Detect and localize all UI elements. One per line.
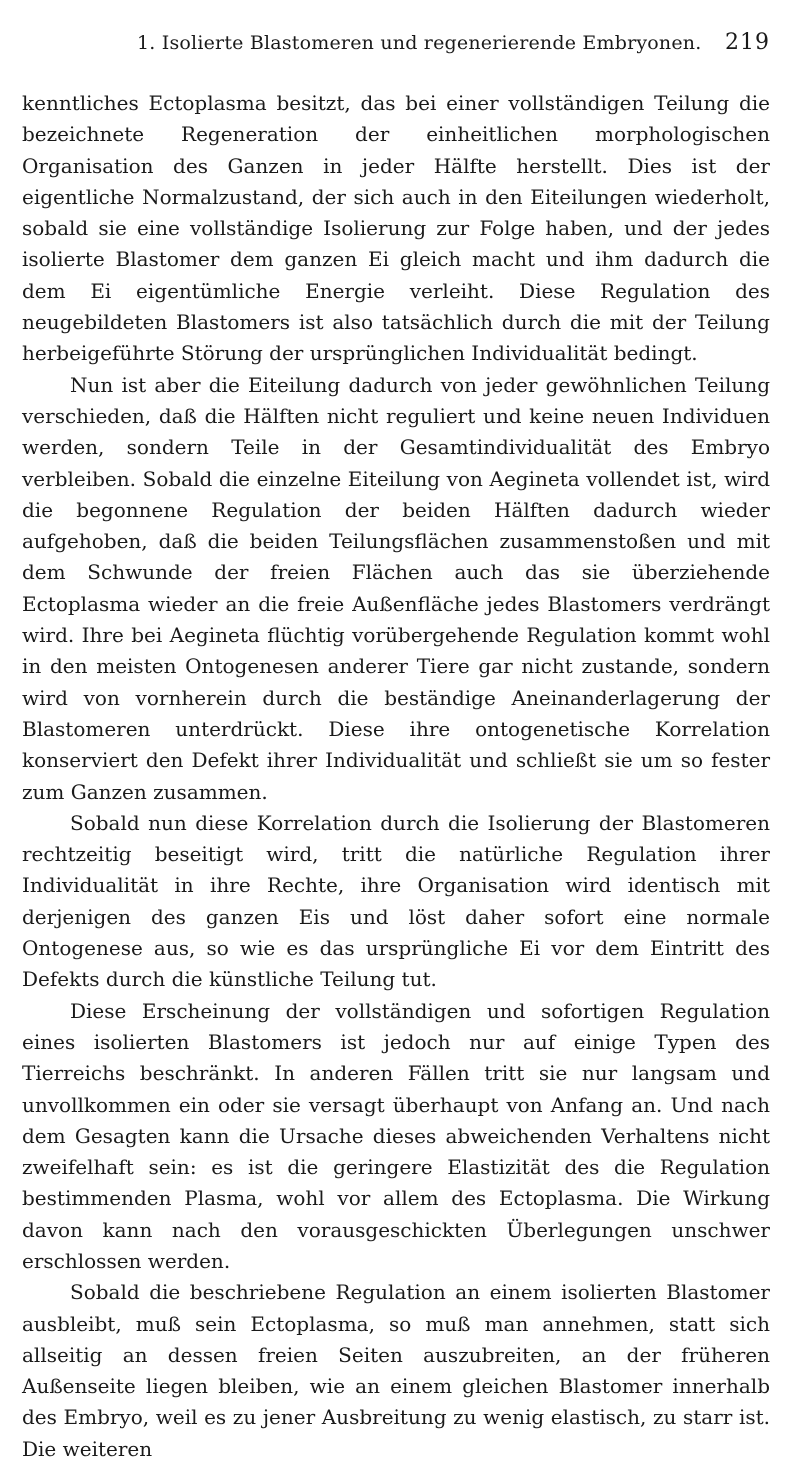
paragraph: Sobald die beschriebene Regulation an einem isolierten Blastomer ausbleibt, muß sein Ectoplasma, so muß man annehmen, statt sich allseitig an dessen freien Seiten auszubreiten, an der früheren Außenseite liegen bleiben, wie an einem gleichen Blastomer innerhalb des Embryo, weil es zu jener Ausbreitung zu wenig elastisch, zu starr ist. Die weiteren [22, 1280, 770, 1461]
paragraph: kenntliches Ectoplasma besitzt, das bei einer vollständigen Teilung die bezeichnete Regeneration der einheitlichen morphologischen Organisation des Ganzen in jeder Hälfte herstellt. Dies ist der eigentliche Normalzustand, der sich auch in den Eiteilungen wiederholt, sobald sie eine vollständige Isolierung zur Folge haben, und der jedes isolierte Blastomer dem ganzen Ei gleich macht und ihm dadurch die dem Ei eigentümliche Energie verleiht. Diese Regulation des neugebildeten Blastomers ist also tatsächlich durch die mit der Teilung herbeigeführte Störung der ursprünglichen Individualität bedingt. [22, 91, 770, 366]
running-head [22, 24, 770, 66]
page-number: 219 [725, 30, 770, 55]
paragraph: Diese Erscheinung der vollständigen und sofortigen Regulation eines isolierten Blastomers ist jedoch nur auf einige Typen des Tierreichs beschränkt. In anderen Fällen tritt sie nur langsam und unvollkommen ein oder sie versagt überhaupt von Anfang an. Und nach dem Gesagten kann die Ursache dieses abweichenden Verhaltens nicht zweifelhaft sein: es ist die geringere Elastizität des die Regulation bestimmenden Plasma, wohl vor allem des Ectoplasma. Die Wirkung davon kann nach den vorausgeschickten Überlegungen unschwer erschlossen werden. [22, 998, 770, 1273]
paragraph: Nun ist aber die Eiteilung dadurch von jeder gewöhnlichen Teilung verschieden, daß die Hälften nicht reguliert und keine neuen Individuen werden, sondern Teile in der Gesamtindividualität des Embryo verbleiben. Sobald die einzelne Eiteilung von Aegineta vollendet ist, wird die begonnene Regulation der beiden Hälften dadurch wieder aufgehoben, daß die beiden Teilungsflächen zusammenstoßen und mit dem Schwunde der freien Flächen auch das sie überziehende Ectoplasma wieder an die freie Außenfläche jedes Blastomers verdrängt wird. Ihre bei Aegineta flüchtig vorübergehende Regulation kommt wohl in den meisten Ontogenesen anderer Tiere gar nicht zustande, sondern wird von vornherein durch die beständige Aneinanderlagerung der Blastomeren unterdrückt. Diese ihre ontogenetische Korrelation konserviert den Defekt ihrer Individualität und schließt sie um so fester zum Ganzen zusammen. [22, 372, 770, 804]
paragraph: Sobald nun diese Korrelation durch die Isolierung der Blastomeren rechtzeitig beseitigt wird, tritt die natürliche Regulation ihrer Individualität in ihre Rechte, ihre Organisation wird identisch mit derjenigen des ganzen Eis und löst daher sofort eine normale Ontogenese aus, so wie es das ursprüngliche Ei vor dem Eintritt des Defekts durch die künstliche Teilung tut. [22, 810, 770, 992]
running-head-title: 1. Isolierte Blastomeren und regenerierende Embryonen. [137, 32, 702, 54]
book-page [22, 24, 770, 1461]
body-text [22, 88, 770, 1465]
